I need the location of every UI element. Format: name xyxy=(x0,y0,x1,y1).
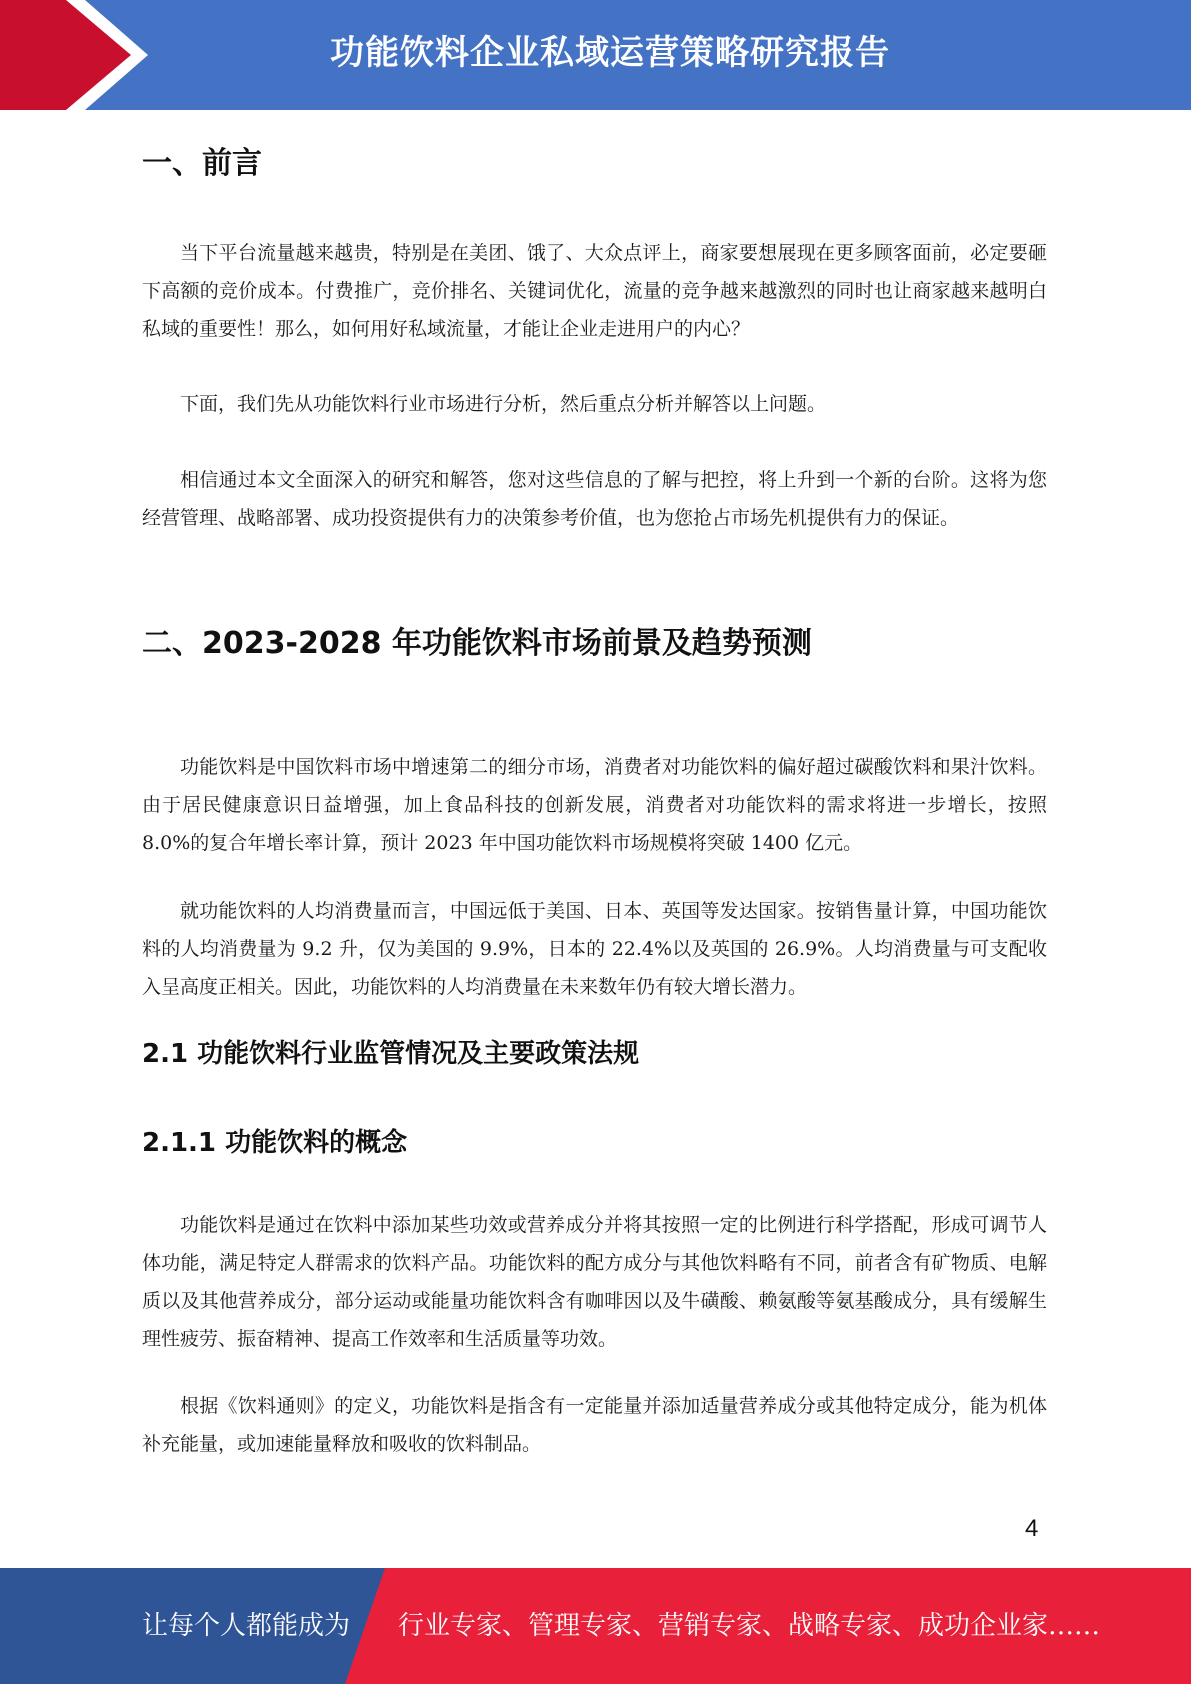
header-banner xyxy=(0,0,1191,110)
preface-paragraph-1: 当下平台流量越来越贵，特别是在美团、饿了、大众点评上，商家要想展现在更多顾客面前，必定要砸下高额的竞价成本。付费推广，竞价排名、关键词优化，流量的竞争越来越激烈的同时也让商家越来越明白私域的重要性！那么，如何用好私域流量，才能让企业走进用户的内心？ xyxy=(142,242,1047,340)
footer-banner xyxy=(0,1568,1191,1684)
concept-paragraph-1: 功能饮料是通过在饮料中添加某些功效或营养成分并将其按照一定的比例进行科学搭配，形成可调节人体功能，满足特定人群需求的饮料产品。功能饮料的配方成分与其他饮料略有不同，前者含有矿物质、电解质以及其他营养成分，部分运动或能量功能饮料含有咖啡因以及牛磺酸、赖氨酸等氨基酸成分，具有缓解生理性疲劳、振奋精神、提高工作效率和生活质量等功效。 xyxy=(142,1214,1047,1350)
section-heading-market-outlook: 二、2023-2028 年功能饮料市场前景及趋势预测 xyxy=(142,626,812,661)
concept-paragraph-2: 根据《饮料通则》的定义，功能饮料是指含有一定能量并添加适量营养成分或其他特定成分，能为机体补充能量，或加速能量释放和吸收的饮料制品。 xyxy=(142,1395,1047,1455)
preface-paragraph-3: 相信通过本文全面深入的研究和解答，您对这些信息的了解与把控，将上升到一个新的台阶。这将为您经营管理、战略部署、成功投资提供有力的决策参考价值，也为您抢占市场先机提供有力的保证。 xyxy=(142,469,1047,529)
market-paragraph-1: 功能饮料是中国饮料市场中增速第二的细分市场，消费者对功能饮料的偏好超过碳酸饮料和果汁饮料。由于居民健康意识日益增强，加上食品科技的创新发展，消费者对功能饮料的需求将进一步增长，按照 8.0%的复合年增长率计算，预计 2023 年中国功能饮料市场规模将突破 1400 亿元。 xyxy=(142,756,1047,854)
page-number: 4 xyxy=(1025,1515,1039,1542)
subsection-heading-regulation: 2.1 功能饮料行业监管情况及主要政策法规 xyxy=(142,1039,640,1069)
preface-paragraph-2: 下面，我们先从功能饮料行业市场进行分析，然后重点分析并解答以上问题。 xyxy=(180,393,827,415)
subsection-heading-concept: 2.1.1 功能饮料的概念 xyxy=(142,1128,408,1158)
footer-slogan-right: 行业专家、管理专家、营销专家、战略专家、成功企业家…… xyxy=(398,1611,1101,1641)
footer-slogan-left: 让每个人都能成为 xyxy=(142,1611,351,1641)
document-title: 功能饮料企业私域运营策略研究报告 xyxy=(330,33,890,73)
section-heading-preface: 一、前言 xyxy=(142,146,262,181)
market-paragraph-2: 就功能饮料的人均消费量而言，中国远低于美国、日本、英国等发达国家。按销售量计算，中国功能饮料的人均消费量为 9.2 升，仅为美国的 9.9%，日本的 22.4%以及英国的 26.9%。人均消费量与可支配收入呈高度正相关。因此，功能饮料的人均消费量在未来数年仍有较大增长潜力。 xyxy=(142,900,1047,998)
